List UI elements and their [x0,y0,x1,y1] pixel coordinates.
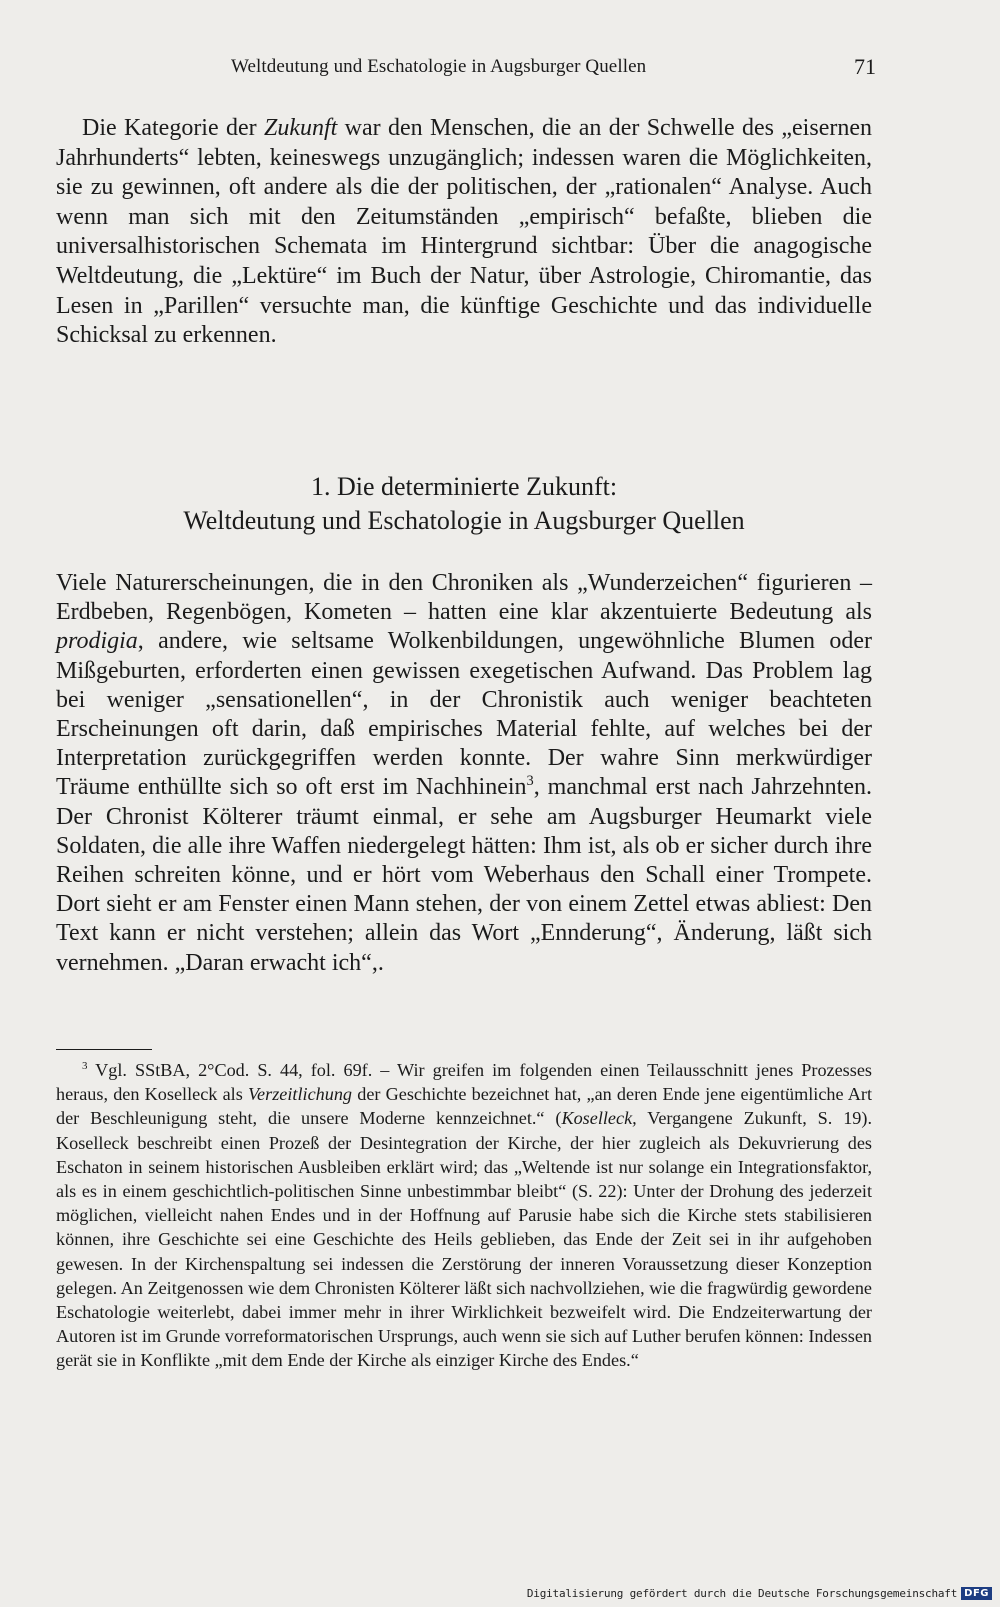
intro-paragraph [56,114,872,351]
section-emphasis-prodigia: prodigia [56,628,138,655]
section-heading-line-1: 1. Die determinierte Zukunft: [310,472,618,501]
intro-emphasis-zukunft: Zukunft [263,115,338,141]
intro-text-1: Die Kategorie der [82,115,264,141]
section-paragraph [56,569,872,978]
footnote-emphasis-koselleck: Koselleck, [561,1108,637,1129]
intro-text-2: war den Menschen, die an der Schwelle des „eisernen Jahrhunderts“ lebten, keineswegs unzugänglich; indessen waren die Möglichkeiten, sie zu gewinnen, oft andere als die der politischen, der „rationalen“ Analyse. Auch wenn man sich mit den Zeitumständen „empirisch“ befaßte, blieben die universalhistorischen Schemata im Hintergrund sichtbar: Über die anagogische Weltdeutung, die „Lektüre“ im Buch der Natur, über Astrologie, Chiromantie, das Lesen in „Parillen“ versuchte man, die künftige Geschichte und das individuelle Schicksal zu erkennen. [56,115,872,349]
footnote-emphasis-verzeitlichung: Verzeitlichung [247,1084,353,1105]
section-text-3: , manchmal erst nach Jahrzehnten. Der Chronist Költerer träumt einmal, er sehe am Augsburger Heumarkt viele Soldaten, die alle ihre Waffen niedergelegt hätten: Ihm ist, als ob er sicher durch ihre Reihen schreiten könne, und er hört vom Weberhaus den Schall einer Trompete. Dort sieht er am Fenster einen Mann stehen, der von einem Zettel etwas abliest: Den Text kann er nicht verstehen; allein das Wort „Ennderung“, Änderung, läßt sich vernehmen. „Daran erwacht ich“,. [56,774,872,976]
digitization-credit [527,1585,992,1601]
footnote-text-2: der Geschichte bezeichnet hat, „an deren Ende jene eigentümliche Art der Beschleunigung steht, die unsere Moderne kennzeichnet.“ ( [56,1084,873,1129]
page-number: 71 [854,54,876,79]
running-title: Weltdeutung und Eschatologie in Augsburger Quellen [231,56,647,77]
section-text-2: , andere, wie seltsame Wolkenbildungen, ungewöhnliche Blumen oder Mißgeburten, erforderten einen gewissen exegetischen Aufwand. Das Problem lag bei weniger „sensationellen“, in der Chronistik auch weniger beachteten Erscheinungen oft darin, daß empirisches Material fehlte, auf welches bei der Interpretation zurückgegriffen werden konnte. Der wahre Sinn merkwürdiger Träume enthüllte sich so oft erst im Nachhinein [56,628,872,801]
running-head [56,56,876,86]
footnote-divider [56,1049,152,1050]
section-heading-line-2: Weltdeutung und Eschatologie in Augsburger Quellen [183,506,745,535]
footnote-reference[interactable]: 3 [526,773,534,790]
footnote-number: 3 [82,1059,88,1072]
dfg-logo: DFG [961,1587,992,1600]
section-heading [56,470,872,538]
footnote-text-3: Vergangene Zukunft, S. 19). Koselleck beschreibt einen Prozeß der Desintegration der Kirche, der hier zugleich als Dekuvrierung des Eschaton in seinem historischen Ausbleiben erklärt wird; das „Weltende ist nur solange ein Integrationsfaktor, als es in einem geschichtlich-politischen Sinne unbestimmbar bleibt“ (S. 22): Unter der Drohung des jederzeit möglichen, vielleicht nahen Endes und in der Hoffnung auf Parusie habe sich die Kirche stets stabilisieren können, ihre Geschichte sei eine Geschichte des Heils geblieben, das Ende der Zeit sei in ihr aufgehoben gewesen. In der Kirchenspaltung sei indessen die Zerstörung der inneren Voraussetzung dieser Konzeption gelegen. An Zeitgenossen wie dem Chronisten Költerer läßt sich nachvollziehen, wie die fragwürdig gewordene Eschatologie weiterlebt, dabei immer mehr in ihrer Wirklichkeit bezweifelt wird. Die Endzeiterwartung der Autoren ist im Grunde vorreformatorischen Ursprungs, auch wenn sie sich auf Luther berufen können: Indessen gerät sie in Konflikte „mit dem Ende der Kirche als einziger Kirche des Endes.“ [56,1108,872,1371]
credit-text: Digitalisierung gefördert durch die Deutsche Forschungsgemeinschaft [526,1586,958,1600]
footnote-text-1: Vgl. SStBA, 2°Cod. S. 44, fol. 69f. – Wir greifen im folgenden einen Teilausschnitt jenes Prozesses heraus, den Koselleck als [56,1060,872,1105]
footnote [56,1058,872,1373]
section-text-1: Viele Naturerscheinungen, die in den Chroniken als „Wunderzeichen“ figurieren – Erdbeben, Regenbögen, Kometen – hatten eine klar akzentuierte Bedeutung als [56,570,872,626]
